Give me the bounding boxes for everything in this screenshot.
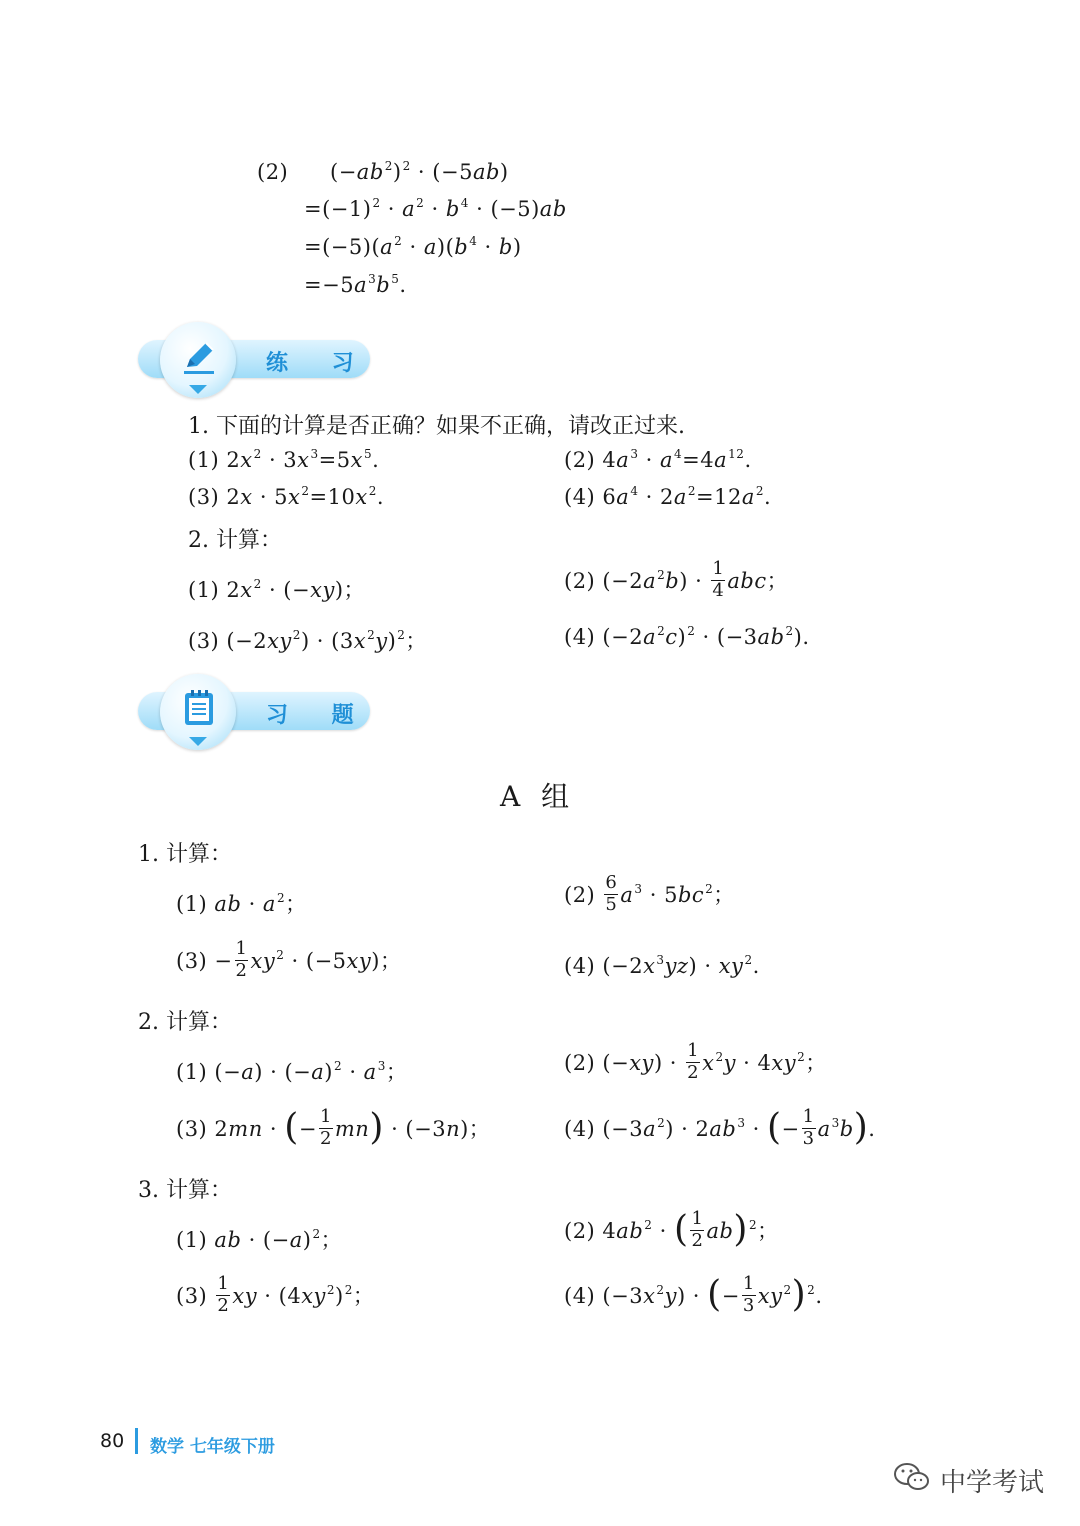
practice-q1-item-2: (2) $4a^3 \cdot a^4=4a^{12}$. [564, 447, 752, 472]
example-label: (2) [257, 160, 289, 184]
exercise-1-item-4: (4) $(-2x^3yz) \cdot xy^2$. [564, 953, 760, 978]
wechat-icon [892, 1460, 932, 1494]
exercise-3-item-4: (4) $(-3x^2y)$ · (− $\frac{1}{3}$ $xy^2)^2$. [564, 1273, 823, 1316]
exercise-3-item-3: (3) $\frac{1}{2}$ xy · $(4xy^2)^2$； [176, 1273, 375, 1316]
practice-q2-item-2: (2) $(-2a^2b)$ · $\frac{1}{4}$ abc； [564, 558, 789, 601]
practice-q2-item-3: (3) $(-2xy^2) \cdot (3x^2y)^2$； [188, 628, 427, 653]
practice-q1-item-4: (4) $6a^4 \cdot 2a^2=12a^2$. [564, 484, 772, 509]
exercise-1-item-3: (3) − $\frac{1}{2}$ $xy^2 \cdot (-5xy)$； [176, 938, 402, 981]
practice-q2-item-4: (4) $(-2a^2c)^2 \cdot (-3ab^2)$. [564, 624, 810, 649]
page-number: 80 [100, 1430, 125, 1452]
exercise-3-title: 3. 计算： [138, 1178, 232, 1203]
example-line-1: $(-ab^2)^2 \cdot (-5ab)$ [330, 159, 509, 184]
book-title: 数学 七年级下册 [150, 1437, 275, 1457]
exercise-2-item-4: (4) $(-3a^2) \cdot 2ab^3$ · (− $\frac{1}{3}$ $a^3b$). [564, 1106, 876, 1149]
practice-q2-text: 2. 计算： [188, 528, 282, 553]
exercise-3-item-1: (1) ab · $(-a)^2$； [176, 1227, 343, 1252]
exercise-3-item-2: (2) $4ab^2$ · ( $\frac{1}{2}$ ab)$^2$； [564, 1208, 779, 1251]
practice-q1-item-3: (3) $2x \cdot 5x^2=10x^2$. [188, 484, 385, 509]
exercise-1-title: 1. 计算： [138, 842, 232, 867]
watermark-text: 中学考试 [940, 1468, 1045, 1498]
example-line-3: $=(-5)(a^2 \cdot a)(b^4 \cdot b)$ [304, 234, 522, 259]
exercise-1-item-2: (2) $\frac{6}{5}$ $a^3 \cdot 5bc^2$； [564, 872, 735, 915]
exercise-1-item-1: (1) ab · $a^2$； [176, 891, 307, 916]
exercise-2-item-2: (2) (−xy) · $\frac{1}{2}$ $x^2y \cdot 4xy^2$； [564, 1040, 827, 1083]
example-line-2: $=(-1)^2 \cdot a^2 \cdot b^4 \cdot (-5)ab$ [304, 196, 567, 221]
practice-q1-text: 1. 下面的计算是否正确？如果不正确，请改正过来. [188, 414, 685, 439]
practice-title: 练 习 [266, 351, 372, 376]
exercises-title: 习 题 [266, 703, 372, 728]
exercise-2-title: 2. 计算： [138, 1010, 232, 1035]
exercise-2-item-1: (1) $(-a) \cdot (-a)^2 \cdot a^3$； [176, 1059, 408, 1084]
exercise-2-item-3: (3) 2mn · (− $\frac{1}{2}$ mn) · (−3n)； [176, 1106, 491, 1149]
practice-q1-item-1: (1) $2x^2 \cdot 3x^3=5x^5$. [188, 447, 380, 472]
notepad-icon [182, 688, 216, 728]
example-line-4: $=-5a^3b^5$. [304, 272, 407, 297]
practice-q2-item-1: (1) $2x^2 \cdot (-xy)$； [188, 577, 366, 602]
group-title: A 组 [500, 780, 576, 813]
pencil-icon [178, 336, 220, 378]
footer-divider [135, 1428, 138, 1454]
